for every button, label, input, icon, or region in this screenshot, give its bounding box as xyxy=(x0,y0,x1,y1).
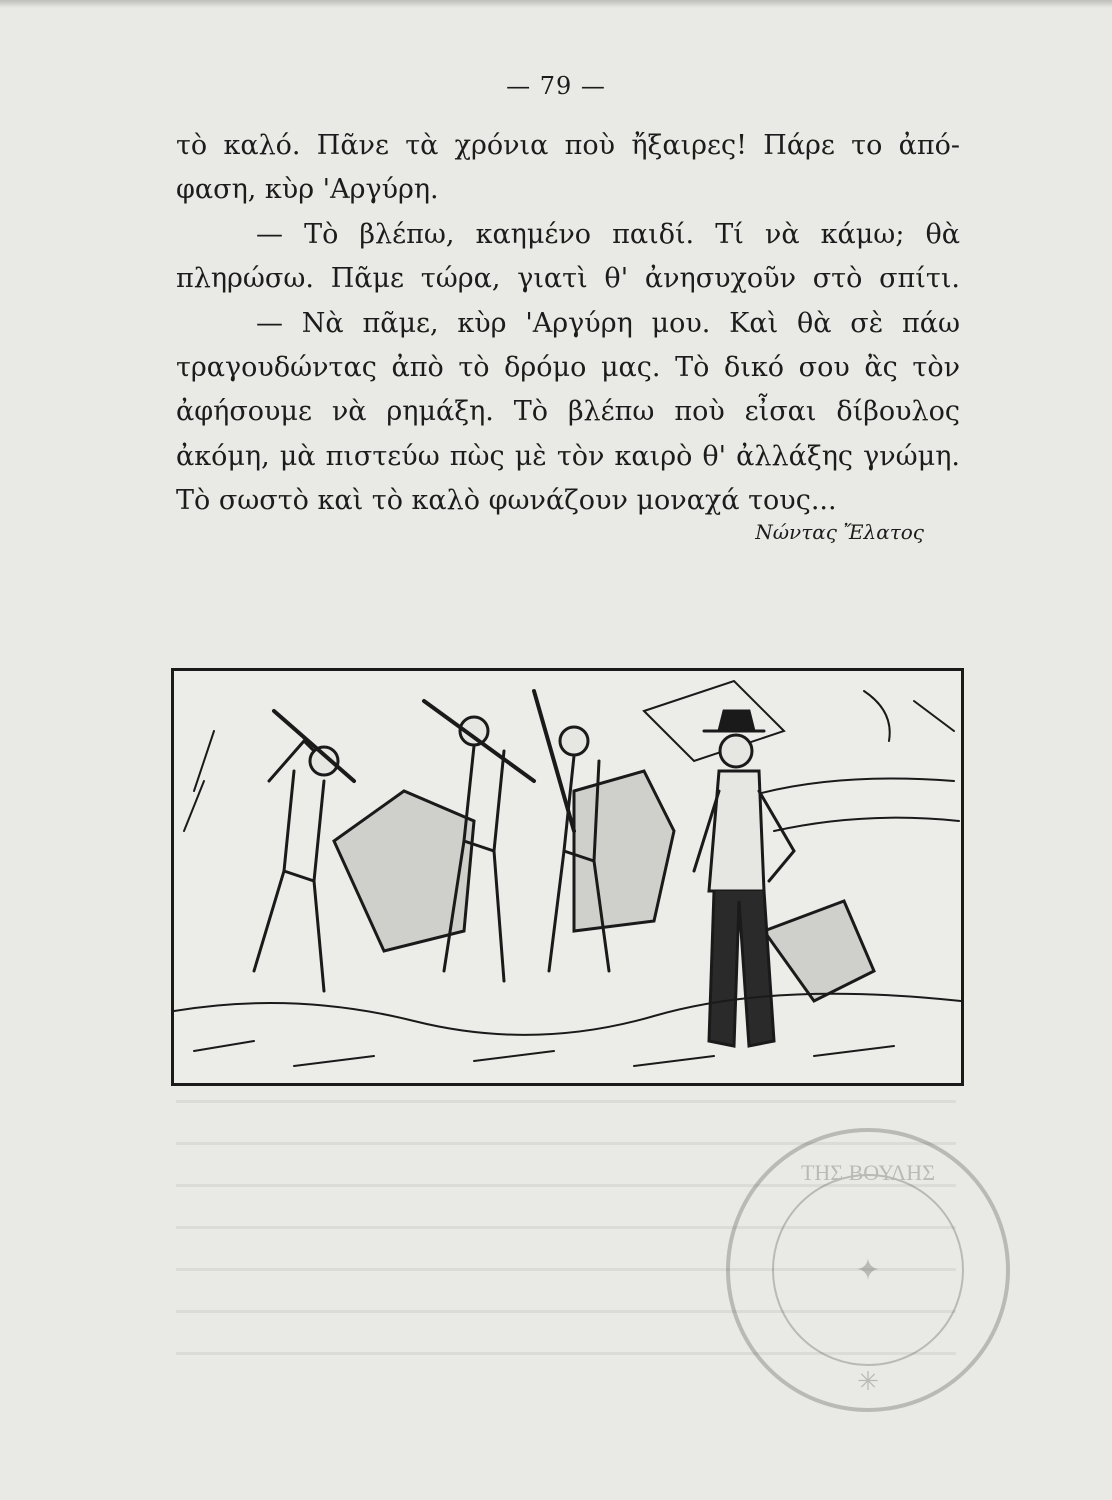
text-line: φαση, κὺρ 'Αργύρη. xyxy=(176,174,439,206)
page-edge-shadow xyxy=(0,0,1112,8)
body-text xyxy=(176,124,960,524)
svg-text:✦: ✦ xyxy=(855,1253,881,1288)
author-signature: Νώντας Ἔλατος xyxy=(755,520,924,544)
library-stamp xyxy=(718,1120,1018,1420)
text-line: — Τὸ βλέπω, καημένο παιδί. Τί νὰ κάμω; θὰ xyxy=(256,218,960,250)
text-line: τὸ καλό. Πᾶνε τὰ χρόνια ποὺ ἤξαιρες! Πάρε το ἀπό- xyxy=(176,130,960,161)
text-line: — Νὰ πᾶμε, κὺρ 'Αργύρη μου. Καὶ θὰ σὲ πάω xyxy=(256,307,960,339)
text-line: πληρώσω. Πᾶμε τώρα, γιατὶ θ' ἀνησυχοῦν στὸ σπίτι. xyxy=(176,263,960,295)
illustration-workers-quarry xyxy=(171,668,964,1086)
text-line: τραγουδώντας ἀπὸ τὸ δρόμο μας. Τὸ δικό σου ἂς τὸν xyxy=(176,352,960,384)
page-number: — 79 — xyxy=(506,72,606,100)
svg-text:ΤΗΣ ΒΟΥΛΗΣ: ΤΗΣ ΒΟΥΛΗΣ xyxy=(800,1160,936,1185)
text-line: Τὸ σωστὸ καὶ τὸ καλὸ φωνάζουν μοναχά τους... xyxy=(176,485,837,517)
text-line: ἀκόμη, μὰ πιστεύω πὼς μὲ τὸν καιρὸ θ' ἀλλάξης γνώμη. xyxy=(176,440,960,472)
text-line: ἀφήσουμε νὰ ρημάξη. Τὸ βλέπω ποὺ εἶσαι δίβουλος xyxy=(176,396,960,428)
svg-text:✳: ✳ xyxy=(857,1367,879,1397)
